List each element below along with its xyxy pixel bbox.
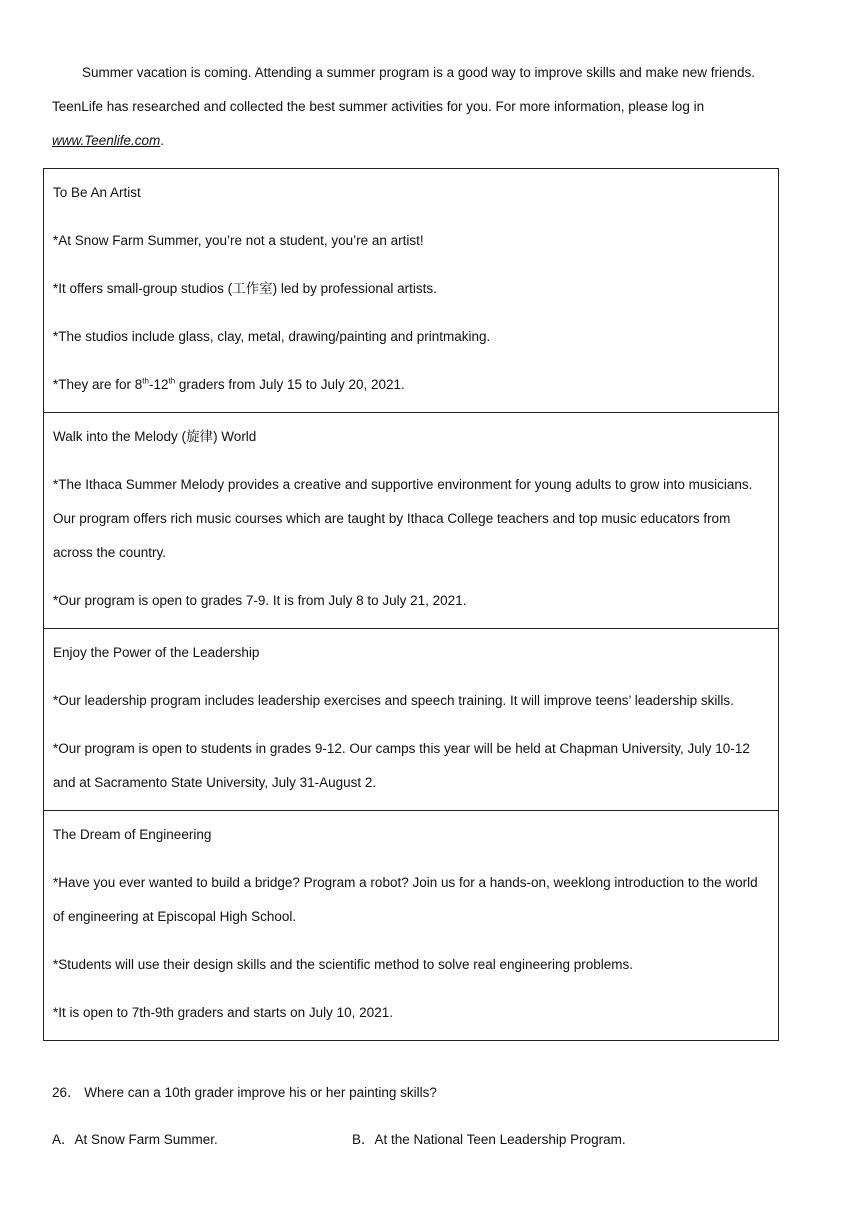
intro-paragraph xyxy=(52,56,792,158)
bullet-item: *It offers small-group studios (工作室) led by professional artists. xyxy=(53,281,437,297)
bullet-item: *The Ithaca Summer Melody provides a creative and supportive environment for young adults to grow into musicians. Our program offers rich music courses which are taught by Ithaca College teachers and top music educators from across the country. xyxy=(53,477,753,560)
section-engineering xyxy=(44,810,778,1040)
section-title: To Be An Artist xyxy=(53,185,141,200)
intro-link-suffix: . xyxy=(160,133,165,148)
intro-line-1: Summer vacation is coming. Attending a summer program is a good way to improve skills and make new friends. xyxy=(82,65,756,80)
intro-line-2: TeenLife has researched and collected the best summer activities for you. For more information, please log in xyxy=(52,99,705,114)
option-b[interactable]: B．At the National Teen Leadership Program. xyxy=(352,1132,626,1147)
bullet-item: *They are for 8th-12th graders from July 15 to July 20, 2021. xyxy=(53,376,405,392)
question-26: 26． Where can a 10th grader improve his or her painting skills? xyxy=(52,1085,437,1100)
section-title: Enjoy the Power of the Leadership xyxy=(53,645,260,660)
bullet-item: *Our program is open to grades 7-9. It is from July 8 to July 21, 2021. xyxy=(53,593,467,608)
cjk-annotation: 旋律 xyxy=(186,429,214,445)
bullet-item: *Students will use their design skills and the scientific method to solve real engineering problems. xyxy=(53,957,634,972)
cjk-annotation: 工作室 xyxy=(232,281,273,297)
bullet-item: *Our program is open to students in grades 9-12. Our camps this year will be held at Chapman University, July 10-12 and at Sacramento State University, July 31-August 2. xyxy=(53,741,750,790)
bullet-item: *It is open to 7th-9th graders and starts on July 10, 2021. xyxy=(53,1005,393,1020)
bullet-item: *The studios include glass, clay, metal, drawing/painting and printmaking. xyxy=(53,329,491,344)
section-title: Walk into the Melody (旋律) World xyxy=(53,429,257,445)
section-artist xyxy=(44,169,778,412)
option-a[interactable]: A．At Snow Farm Summer. xyxy=(52,1132,218,1147)
bullet-item: *At Snow Farm Summer, you’re not a student, you’re an artist! xyxy=(53,233,424,248)
section-melody xyxy=(44,412,778,628)
bullet-item: *Our leadership program includes leadership exercises and speech training. It will improve teens’ leadership skills. xyxy=(53,693,734,708)
section-leadership xyxy=(44,628,778,810)
teenlife-link[interactable]: www.Teenlife.com xyxy=(52,133,161,148)
section-title: The Dream of Engineering xyxy=(53,827,212,842)
programs-table xyxy=(43,168,779,1041)
answer-options xyxy=(52,1128,812,1152)
bullet-item: *Have you ever wanted to build a bridge? Program a robot? Join us for a hands-on, weeklong introduction to the world of engineering at Episcopal High School. xyxy=(53,875,758,924)
